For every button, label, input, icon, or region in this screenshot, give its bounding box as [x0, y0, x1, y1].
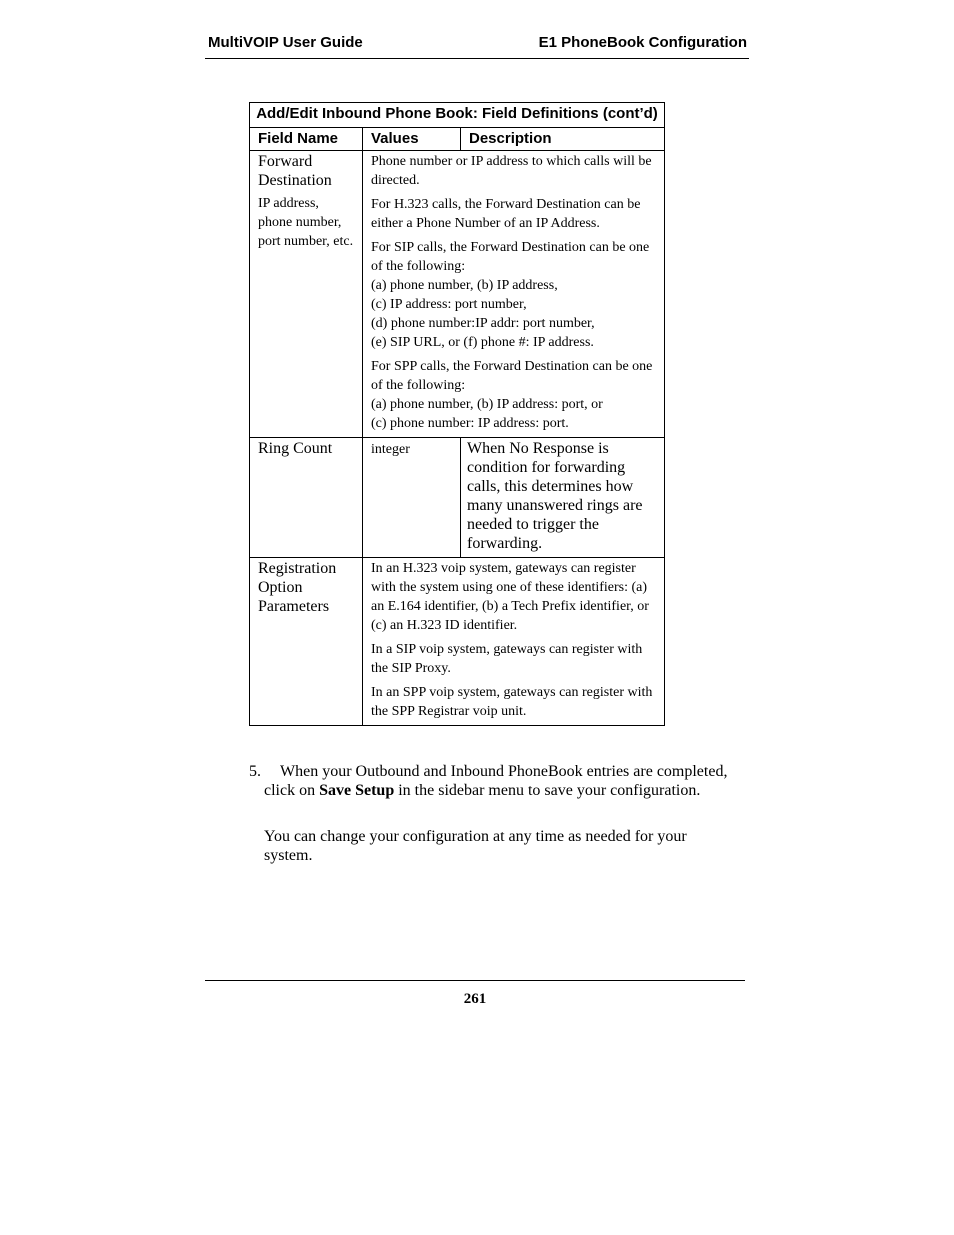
save-setup-reference: Save Setup — [319, 782, 395, 799]
step-followup-paragraph: You can change your configuration at any time as needed for your system. — [264, 828, 687, 864]
table-title: Add/Edit Inbound Phone Book: Field Definitions (cont’d) — [250, 103, 665, 128]
field-name: Forward Destination — [258, 153, 332, 189]
step-5 — [249, 762, 729, 800]
table-row — [250, 438, 665, 558]
description-paragraph: For SPP calls, the Forward Destination can be one of the following: (a) phone number, (b) IP address: port, or (c) phone number: IP address: port. — [371, 359, 653, 431]
header-guide-title: MultiVOIP User Guide — [208, 34, 363, 51]
step-text — [264, 762, 729, 800]
page-number: 261 — [463, 991, 487, 1007]
header-rule — [205, 58, 749, 59]
table-header-row — [250, 128, 665, 151]
header-section-title: E1 PhoneBook Configuration — [538, 34, 747, 51]
field-definitions-table — [249, 102, 665, 726]
field-name-subtext: IP address, phone number, port number, etc. — [258, 196, 354, 249]
step-text-before: When your Outbound and Inbound PhoneBook entries are completed, click on — [264, 763, 728, 799]
description-paragraph: In an H.323 voip system, gateways can register with the system using one of these identifiers: (a) an E.164 identifier, (b) a Tech Prefix identifier, or (c) an H.323 ID identifier. — [371, 561, 649, 633]
values-cell: integer — [363, 438, 461, 558]
step-text-after: in the sidebar menu to save your configuration. — [398, 782, 701, 799]
table-row — [250, 558, 665, 726]
column-header-description: Description — [461, 128, 665, 151]
field-name-cell: Registration Option Parameters — [250, 558, 363, 726]
footer-rule — [205, 980, 745, 981]
column-header-values: Values — [363, 128, 461, 151]
step-number: 5. — [249, 763, 261, 780]
description-paragraph: For SIP calls, the Forward Destination can be one of the following: (a) phone number, (b) IP address, (c) IP address: port number, (d) phone number:IP addr: port number, (e) SIP URL, or (f) phone #: IP address. — [371, 240, 650, 350]
column-header-field-name: Field Name — [250, 128, 363, 151]
description-paragraph: In an SPP voip system, gateways can register with the SPP Registrar voip unit. — [371, 685, 653, 719]
table-title-row — [250, 103, 665, 128]
description-paragraph: Phone number or IP address to which calls will be directed. — [371, 154, 652, 188]
field-name-cell — [250, 151, 363, 438]
description-paragraph: In a SIP voip system, gateways can register with the SIP Proxy. — [371, 642, 643, 676]
description-cell — [363, 151, 665, 438]
field-name-cell: Ring Count — [250, 438, 363, 558]
description-cell: When No Response is condition for forwarding calls, this determines how many unanswered rings are needed to trigger the forwarding. — [461, 438, 665, 558]
description-paragraph: For H.323 calls, the Forward Destination can be either a Phone Number of an IP Address. — [371, 197, 641, 231]
description-cell — [363, 558, 665, 726]
table-row — [250, 151, 665, 438]
